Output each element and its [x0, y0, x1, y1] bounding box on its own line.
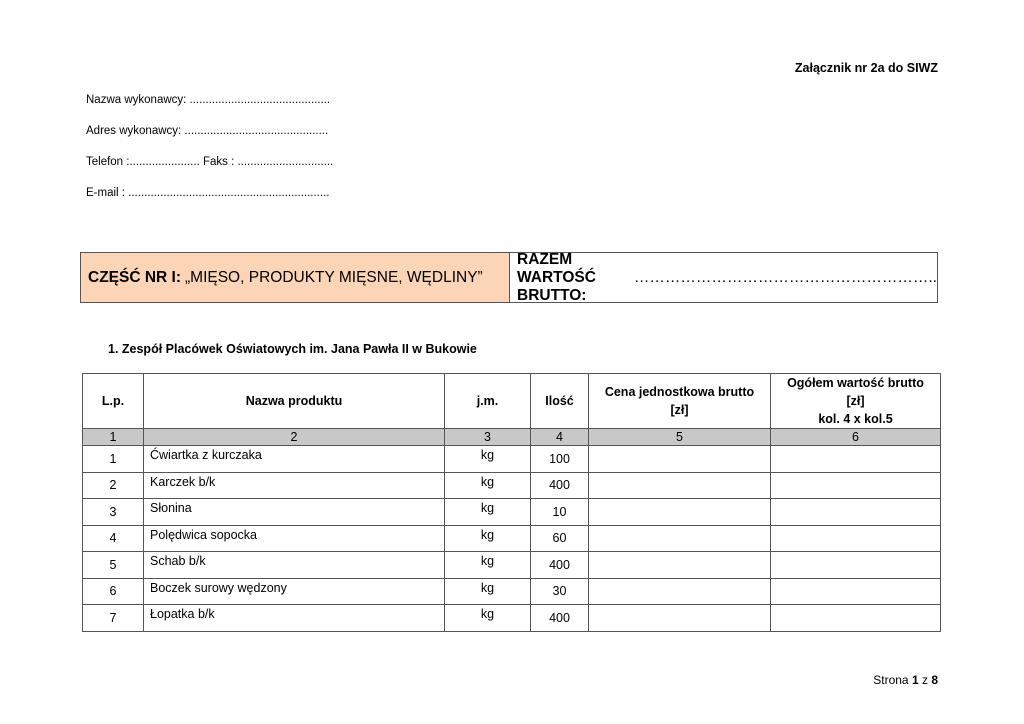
contractor-address-field: Adres wykonawcy: .............................................: [86, 125, 329, 137]
part-total-value: …………………………………………………..: [633, 268, 937, 286]
row-product-name: Łopatka b/k: [144, 605, 445, 632]
row-lp: 6: [83, 578, 144, 605]
table-row: [83, 578, 941, 605]
column-number: 2: [144, 429, 445, 446]
row-price-input[interactable]: [589, 525, 771, 552]
row-product-name: Słonina: [144, 499, 445, 526]
table-row: [83, 525, 941, 552]
table-row: [83, 605, 941, 632]
row-product-name: Ćwiartka z kurczaka: [144, 446, 445, 473]
header-name: Nazwa produktu: [144, 374, 445, 429]
part-header-box: [80, 252, 938, 303]
contractor-phone-fax-field: Telefon :...................... Faks : ..............................: [86, 156, 334, 168]
row-unit: kg: [445, 605, 531, 632]
row-qty: 30: [531, 578, 589, 605]
header-price: [589, 374, 771, 429]
row-qty: 400: [531, 472, 589, 499]
table-header-row: [83, 374, 941, 429]
header-lp: L.p.: [83, 374, 144, 429]
row-total-input[interactable]: [771, 552, 941, 579]
row-total-input[interactable]: [771, 499, 941, 526]
row-lp: 4: [83, 525, 144, 552]
contractor-email-field: E-mail : ...............................................................: [86, 187, 330, 199]
row-price-input[interactable]: [589, 552, 771, 579]
row-product-name: Karczek b/k: [144, 472, 445, 499]
column-number-row: [83, 429, 941, 446]
row-total-input[interactable]: [771, 472, 941, 499]
row-product-name: Boczek surowy wędzony: [144, 578, 445, 605]
row-qty: 10: [531, 499, 589, 526]
row-lp: 7: [83, 605, 144, 632]
row-qty: 400: [531, 605, 589, 632]
table-row: [83, 499, 941, 526]
part-title: „MIĘSO, PRODUKTY MIĘSNE, WĘDLINY”: [185, 268, 483, 286]
page-total: 8: [931, 673, 938, 687]
row-qty: 100: [531, 446, 589, 473]
header-unit: j.m.: [445, 374, 531, 429]
row-lp: 3: [83, 499, 144, 526]
part-total-label: RAZEM WARTOŚĆ BRUTTO:: [517, 250, 596, 304]
part-total-cell: [510, 250, 937, 304]
header-total-line3: kol. 4 x kol.5: [818, 412, 893, 426]
row-lp: 5: [83, 552, 144, 579]
column-number: 4: [531, 429, 589, 446]
row-product-name: Polędwica sopocka: [144, 525, 445, 552]
row-total-input[interactable]: [771, 446, 941, 473]
row-price-input[interactable]: [589, 578, 771, 605]
row-price-input[interactable]: [589, 499, 771, 526]
page-current: 1: [911, 673, 919, 687]
row-total-input[interactable]: [771, 525, 941, 552]
table-row: [83, 552, 941, 579]
row-unit: kg: [445, 578, 531, 605]
header-price-line1: Cena jednostkowa brutto: [604, 385, 755, 399]
row-price-input[interactable]: [589, 472, 771, 499]
row-total-input[interactable]: [771, 578, 941, 605]
header-total-line1: Ogółem wartość brutto: [787, 376, 924, 390]
header-price-line2: [zł]: [670, 403, 689, 417]
table-row: [83, 472, 941, 499]
column-number: 6: [771, 429, 941, 446]
row-unit: kg: [445, 525, 531, 552]
row-price-input[interactable]: [589, 446, 771, 473]
row-lp: 1: [83, 446, 144, 473]
column-number: 3: [445, 429, 531, 446]
row-product-name: Schab b/k: [144, 552, 445, 579]
page-footer: [873, 673, 938, 687]
column-number: 1: [83, 429, 144, 446]
products-table: [82, 373, 941, 632]
column-number: 5: [589, 429, 771, 446]
annex-label: Załącznik nr 2a do SIWZ: [794, 61, 938, 75]
header-qty: Ilość: [531, 374, 589, 429]
row-qty: 60: [531, 525, 589, 552]
row-qty: 400: [531, 552, 589, 579]
page-separator: z: [921, 673, 928, 687]
header-total-line2: [zł]: [846, 394, 865, 408]
page-label: Strona: [873, 673, 909, 687]
table-row: [83, 446, 941, 473]
row-price-input[interactable]: [589, 605, 771, 632]
row-unit: kg: [445, 446, 531, 473]
row-total-input[interactable]: [771, 605, 941, 632]
section-title: 1. Zespół Placówek Oświatowych im. Jana Pawła II w Bukowie: [108, 342, 477, 356]
row-unit: kg: [445, 472, 531, 499]
contractor-name-field: Nazwa wykonawcy: ............................................: [86, 94, 331, 106]
part-title-cell: [81, 253, 510, 302]
row-unit: kg: [445, 499, 531, 526]
row-lp: 2: [83, 472, 144, 499]
row-unit: kg: [445, 552, 531, 579]
part-label: CZĘŚĆ NR I:: [88, 268, 181, 286]
header-total: [771, 374, 941, 429]
